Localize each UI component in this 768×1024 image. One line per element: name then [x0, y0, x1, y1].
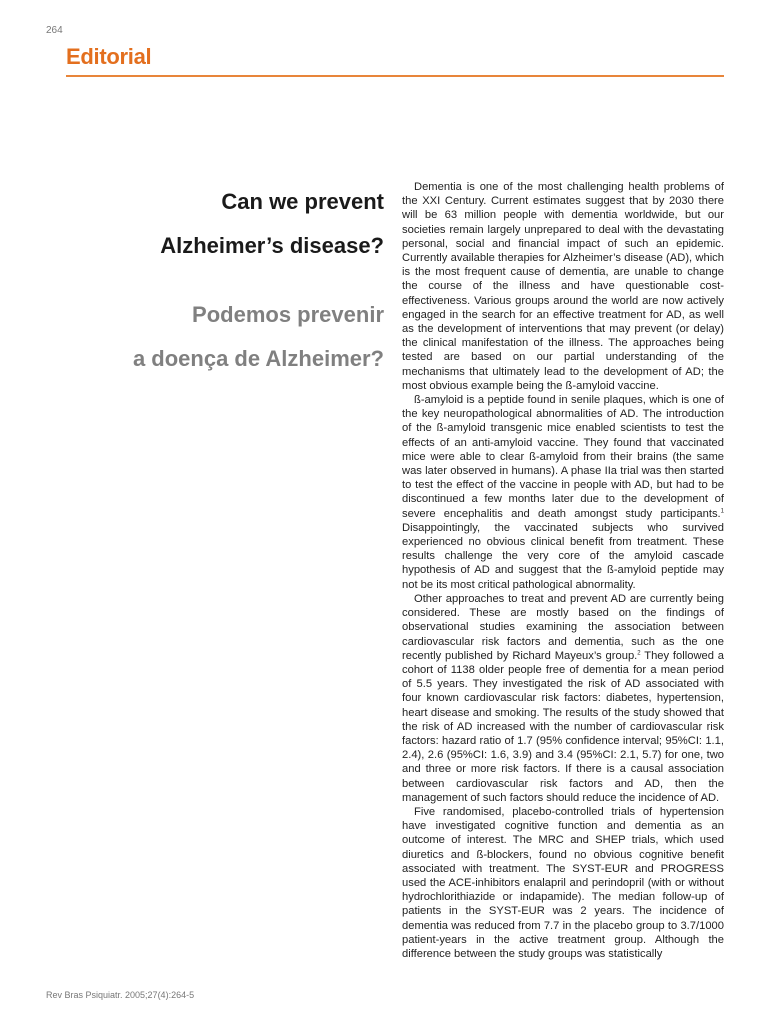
journal-citation: Rev Bras Psiquiatr. 2005;27(4):264-5: [46, 990, 195, 1000]
paragraph-text: They followed a cohort of 1138 older people free of dementia for a mean period of 5.5 years. They investigated the risk of AD associated with four known cardiovascular risk factors: diabetes, hypertension, heart disease and smoking. The results of the study showed that the risk of AD increased with the number of cardiovascular risk factors: hazard ratio of 1.7 (95% confidence interval; 95%CI: 1.1, 2.4), 2.6 (95%CI: 1.6, 3.9) and 3.4 (95%CI: 2.1, 5.7) for one, two and three or more risk factors. If there is a causal association between cardiovascular risk factors and AD, then the management of such factors should reduce the incidence of AD.: [402, 649, 725, 804]
body-paragraph: [402, 805, 724, 961]
paragraph-text: Dementia is one of the most challenging health problems of the XXI Century. Current estimates suggest that by 2030 there will be 63 million people with dementia worldwide, but our societies remain largely unprepared to deal with the devastating personal, social and financial impact of such an epidemic. Currently available therapies for Alzheimer’s disease (AD), which is the most frequent cause of dementia, are unable to change the course of the illness and have questionable cost-effectiveness. Various groups around the world are now actively engaged in the search for an effective treatment for AD, as well as the development of interventions that may prevent (or delay) the clinical manifestation of the illness. The approaches being tested are based on our partial understanding of the mechanisms that ultimately lead to the development of AD; the most obvious example being the ß-amyloid vaccine.: [402, 181, 724, 392]
body-paragraph: [402, 592, 724, 805]
title-line: Alzheimer’s disease?: [160, 233, 384, 258]
reference-marker: 1: [720, 507, 724, 514]
title-line: Podemos prevenir: [192, 302, 384, 327]
title-line: Can we prevent: [221, 189, 384, 214]
section-divider: [66, 75, 724, 77]
reference-marker: 2: [637, 649, 641, 656]
section-label: Editorial: [66, 44, 152, 69]
page-number: 264: [46, 25, 63, 36]
article-title-portuguese: [60, 293, 384, 381]
paragraph-text: Five randomised, placebo-controlled trials of hypertension have investigated cognitive function and dementia as an outcome of interest. The MRC and SHEP trials, which used diuretics and ß-blockers, found no obvious cognitive benefit associated with treatment. The SYST-EUR and PROGRESS used the ACE-inhibitors enalapril and perindopril (with or without hydrochlorithiazide or indapamide). The median follow-up of patients in the SYST-EUR was 2 years. The incidence of dementia was reduced from 7.7 in the placebo group to 3.7/1000 patient-years in the active treatment group. Although the difference between the study groups was statistically: [402, 805, 724, 960]
article-body: [402, 180, 724, 961]
paragraph-text: Other approaches to treat and prevent AD are currently being considered. These are mostly based on the findings of observational studies examining the association between cardiovascular risk factors and dementia, such as the one recently published by Richard Mayeux’s group.: [402, 592, 724, 662]
article-title-english: [60, 180, 384, 268]
body-paragraph: [402, 393, 724, 592]
body-paragraph: [402, 180, 724, 393]
paragraph-text: ß-amyloid is a peptide found in senile plaques, which is one of the key neuropathological abnormalities of AD. The introduction of the ß-amyloid transgenic mice enabled scientists to test the effects of an anti-amyloid vaccine. They found that vaccinated mice were able to clear ß-amyloid from their brains (the same was later observed in humans). A phase IIa trial was then started to test the effect of the vaccine in people with AD, but had to be discontinued a few months later due to the development of severe encephalitis and death amongst study participants.: [402, 394, 724, 520]
paragraph-text: Disappointingly, the vaccinated subjects who survived experienced no obvious clinical benefit from treatment. These results challenge the very core of the amyloid cascade hypothesis of AD and suggest that the ß-amyloid peptide may not be its most critical pathological abnormality.: [402, 521, 724, 591]
title-line: a doença de Alzheimer?: [132, 346, 384, 371]
